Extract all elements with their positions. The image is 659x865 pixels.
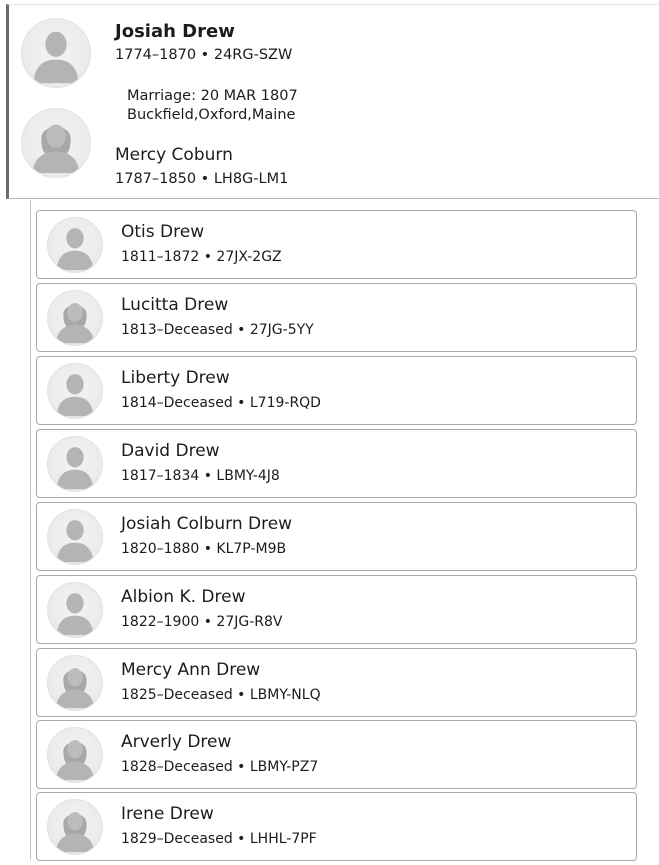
- child-vitals: 1814–Deceased • L719-RQD: [121, 395, 321, 411]
- children-list: [30, 200, 659, 860]
- child-card[interactable]: [36, 283, 637, 352]
- male-silhouette-icon-graphic: [22, 19, 90, 87]
- wife-vitals: [115, 171, 288, 187]
- child-name[interactable]: Arverly Drew: [121, 732, 232, 752]
- male-silhouette-icon: [47, 509, 103, 565]
- female-silhouette-icon: [47, 290, 103, 346]
- husband-name[interactable]: Josiah Drew: [115, 21, 235, 42]
- wife-pid[interactable]: LH8G-LM1: [213, 171, 289, 187]
- child-card[interactable]: [36, 502, 637, 571]
- husband-vitals: [115, 47, 292, 63]
- child-card[interactable]: [36, 792, 637, 861]
- child-vitals: 1817–1834 • LBMY-4J8: [121, 468, 280, 484]
- female-silhouette-icon-graphic: [48, 728, 102, 782]
- male-silhouette-icon-graphic: [48, 583, 102, 637]
- female-silhouette-icon: [47, 655, 103, 711]
- marriage-info: [127, 87, 298, 125]
- child-name[interactable]: Lucitta Drew: [121, 295, 229, 315]
- child-vitals: 1820–1880 • KL7P-M9B: [121, 541, 287, 557]
- husband-lifespan: 1774–1870: [115, 47, 197, 63]
- male-silhouette-icon-graphic: [48, 364, 102, 418]
- marriage-date: Marriage: 20 MAR 1807: [127, 88, 298, 104]
- female-silhouette-icon-graphic: [22, 109, 90, 177]
- male-silhouette-icon-graphic: [48, 510, 102, 564]
- child-name[interactable]: Mercy Ann Drew: [121, 660, 261, 680]
- child-card[interactable]: [36, 356, 637, 425]
- child-name[interactable]: Albion K. Drew: [121, 587, 246, 607]
- male-silhouette-icon[interactable]: [21, 18, 91, 88]
- child-name[interactable]: Otis Drew: [121, 222, 205, 242]
- child-card[interactable]: [36, 575, 637, 644]
- female-silhouette-icon: [47, 799, 103, 855]
- child-name[interactable]: David Drew: [121, 441, 220, 461]
- child-card[interactable]: [36, 720, 637, 789]
- female-silhouette-icon-graphic: [48, 656, 102, 710]
- husband-separator: •: [200, 47, 210, 63]
- child-vitals: 1811–1872 • 27JX-2GZ: [121, 249, 282, 265]
- child-vitals: 1825–Deceased • LBMY-NLQ: [121, 687, 321, 703]
- child-vitals: 1828–Deceased • LBMY-PZ7: [121, 759, 319, 775]
- child-card[interactable]: [36, 648, 637, 717]
- child-vitals: 1822–1900 • 27JG-R8V: [121, 614, 283, 630]
- male-silhouette-icon-graphic: [48, 218, 102, 272]
- couple-card[interactable]: [6, 4, 659, 199]
- male-silhouette-icon: [47, 363, 103, 419]
- male-silhouette-icon: [47, 217, 103, 273]
- child-name[interactable]: Irene Drew: [121, 804, 214, 824]
- female-silhouette-icon[interactable]: [21, 108, 91, 178]
- female-silhouette-icon: [47, 727, 103, 783]
- male-silhouette-icon: [47, 436, 103, 492]
- child-vitals: 1813–Deceased • 27JG-5YY: [121, 322, 314, 338]
- child-card[interactable]: [36, 429, 637, 498]
- child-card[interactable]: [36, 210, 637, 279]
- male-silhouette-icon-graphic: [48, 437, 102, 491]
- female-silhouette-icon-graphic: [48, 291, 102, 345]
- marriage-place: Buckfield,Oxford,Maine: [127, 107, 296, 123]
- wife-separator: •: [200, 171, 210, 187]
- male-silhouette-icon: [47, 582, 103, 638]
- female-silhouette-icon-graphic: [48, 800, 102, 854]
- child-name[interactable]: Liberty Drew: [121, 368, 230, 388]
- child-vitals: 1829–Deceased • LHHL-7PF: [121, 831, 317, 847]
- wife-name[interactable]: Mercy Coburn: [115, 145, 233, 165]
- child-name[interactable]: Josiah Colburn Drew: [121, 514, 293, 534]
- wife-lifespan: 1787–1850: [115, 171, 197, 187]
- husband-pid[interactable]: 24RG-SZW: [213, 47, 293, 63]
